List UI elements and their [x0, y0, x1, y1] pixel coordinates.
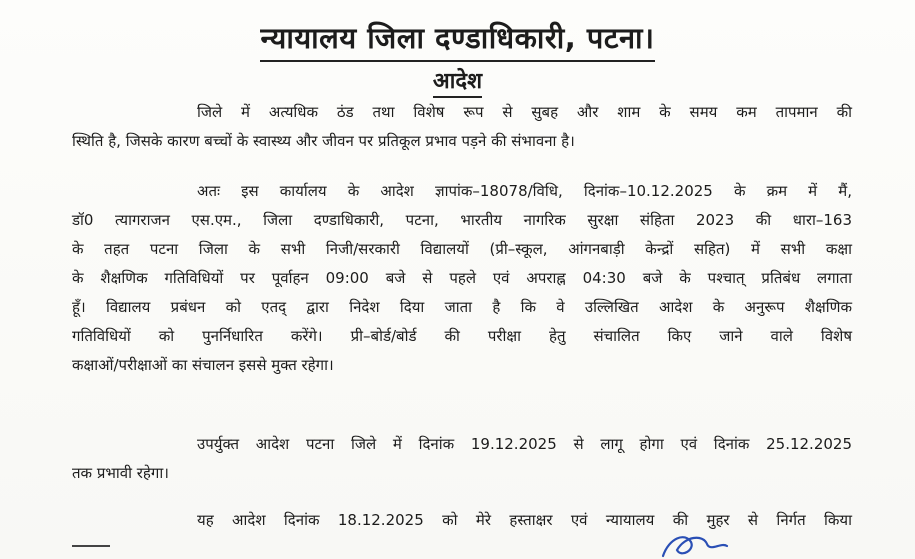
paragraph-cold-conditions: [72, 98, 852, 156]
signature-mark: [655, 528, 745, 559]
paragraph1-line-2: स्थिति है, जिसके कारण बच्चों के स्वास्थ्य और जीवन पर प्रतिकूल प्रभाव पड़ने की संभावना है।: [72, 132, 575, 150]
court-title-text: न्यायालय जिला दण्डाधिकारी, पटना।: [260, 18, 654, 62]
court-title: [0, 18, 915, 62]
paragraph3-line-2: तक प्रभावी रहेगा।: [72, 464, 169, 482]
paragraph-effective-dates: [72, 430, 852, 488]
paragraph2-line-3: के तहत पटना जिला के सभी निजी/सरकारी विद्यालयों (प्री–स्कूल, आंगनबाड़ी केन्द्रों सहित) में सभी कक्षा: [72, 240, 852, 258]
paragraph2-line-7: कक्षाओं/परीक्षाओं का संचालन इससे मुक्त रहेगा।: [72, 356, 334, 374]
paragraph4-line-1: यह आदेश दिनांक 18.12.2025 को मेरे हस्ताक्षर एवं न्यायालय की मुहर से निर्गत किया: [197, 511, 852, 529]
paragraph1-line-1: जिले में अत्यधिक ठंड तथा विशेष रूप से सुबह और शाम के समय कम तापमान की: [197, 103, 852, 121]
cut-off-text-fragment: [72, 545, 110, 557]
paragraph2-line-1: अतः इस कार्यालय के आदेश ज्ञापांक–18078/विधि, दिनांक–10.12.2025 के क्रम में मैं,: [197, 182, 852, 200]
paragraph3-line-1: उपर्युक्त आदेश पटना जिले में दिनांक 19.12.2025 से लागू होगा एवं दिनांक 25.12.2025: [197, 435, 852, 453]
paragraph2-line-6: गतिविधियों को पुनर्निधारित करेंगे। प्री–बोर्ड/बोर्ड की परीक्षा हेतु संचालित किए जाने वाले विशेष: [72, 327, 852, 345]
order-heading: [0, 65, 915, 98]
paragraph2-line-2: डॉ0 त्यागराजन एस.एम., जिला दण्डाधिकारी, पटना, भारतीय नागरिक सुरक्षा संहिता 2023 की धारा–163: [72, 211, 852, 229]
paragraph-order-directive: [72, 177, 852, 380]
paragraph2-line-4: के शैक्षणिक गतिविधियों पर पूर्वाहन 09:00 बजे से पहले एवं अपराह्न 04:30 बजे के पश्चात् प्रतिबंध लगाता: [72, 269, 852, 287]
order-heading-text: आदेश: [433, 65, 482, 98]
paragraph2-line-5: हूँ। विद्यालय प्रबंधन को एतद् द्वारा निदेश दिया जाता है कि वे उल्लिखित आदेश के अनुरूप शैक्षणिक: [72, 298, 852, 316]
